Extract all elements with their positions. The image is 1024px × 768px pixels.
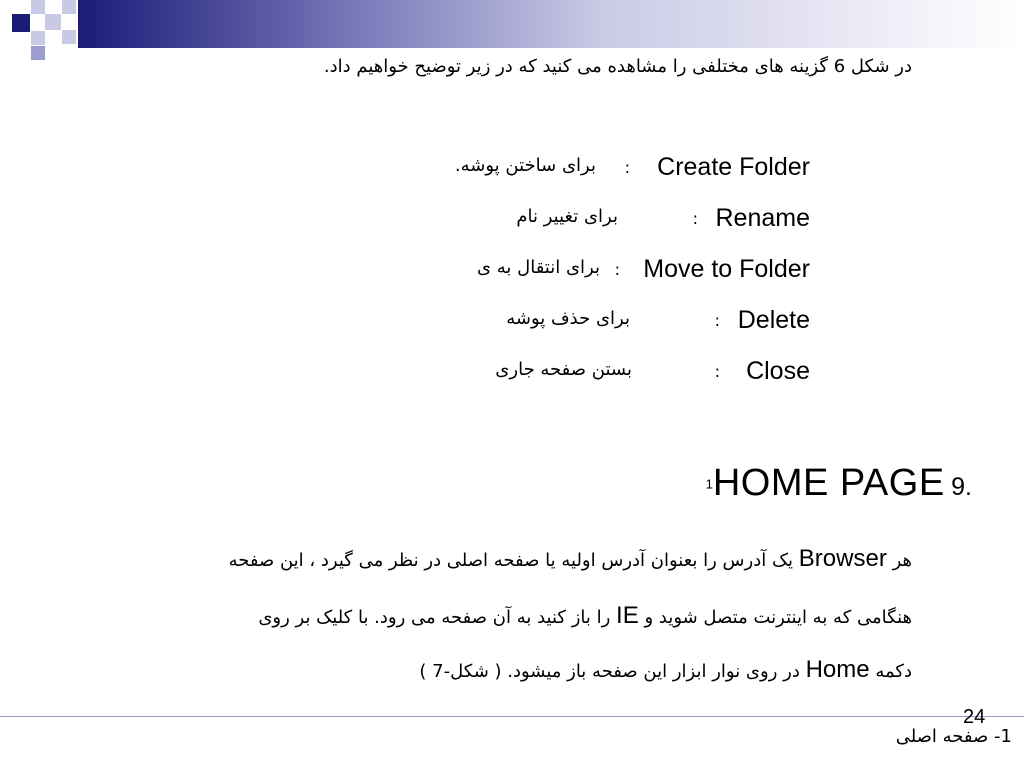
text-segment: یک آدرس را بعنوان آدرس اولیه یا صفحه اصلی در نظر می گیرد ، این صفحه (228, 550, 794, 571)
text-segment: را باز کنید به آن صفحه می رود. با کلیک بر روی (258, 607, 611, 628)
decor-square (31, 0, 45, 14)
option-description: برای تغییر نام (516, 206, 618, 227)
paragraph-line-1 (229, 545, 912, 573)
option-colon: : (614, 260, 620, 279)
text-segment: در روی نوار ابزار این صفحه باز میشود. ( شکل-7 ) (419, 661, 800, 682)
footnote-reference: 1 (705, 476, 713, 492)
option-label: Delete (737, 306, 810, 334)
option-label: Move to Folder (643, 255, 810, 283)
option-label: Create Folder (657, 153, 810, 181)
option-label: Close (746, 357, 810, 385)
term-ie: IE (616, 602, 639, 629)
text-segment: هنگامی که به اینترنت متصل شوید و (644, 607, 912, 628)
decor-square (12, 14, 30, 32)
page-number: 24 (963, 706, 986, 728)
decor-square (62, 30, 76, 44)
decor-square (62, 0, 76, 14)
text-segment: هر (892, 550, 912, 571)
option-description: بستن صفحه جاری (495, 359, 632, 380)
option-colon: : (714, 362, 720, 381)
option-colon: : (714, 311, 720, 330)
heading-number: 9. (951, 473, 972, 501)
option-colon: : (692, 209, 698, 228)
term-home: Home (805, 656, 870, 683)
option-label: Rename (715, 204, 810, 232)
text-segment: دکمه (875, 661, 912, 682)
paragraph-line-3 (419, 656, 912, 684)
option-description: برای حذف پوشه (506, 308, 630, 329)
option-colon: : (624, 158, 630, 177)
term-browser: Browser (798, 545, 887, 572)
section-heading (706, 462, 972, 505)
footer-divider (0, 716, 1024, 717)
paragraph-line-2 (258, 602, 912, 630)
option-description: برای ساختن پوشه. (454, 155, 596, 176)
decor-square (31, 46, 45, 60)
decor-square (45, 14, 61, 30)
header-gradient-band (78, 0, 1024, 48)
decor-square (31, 31, 45, 45)
heading-title: HOME PAGE (712, 462, 945, 504)
footnote-text: 1- صفحه اصلی (895, 726, 1012, 747)
option-description: برای انتقال به ی (476, 257, 600, 278)
intro-text: در شکل 6 گزینه های مختلفی را مشاهده می کنید که در زیر توضیح خواهیم داد. (323, 56, 912, 77)
